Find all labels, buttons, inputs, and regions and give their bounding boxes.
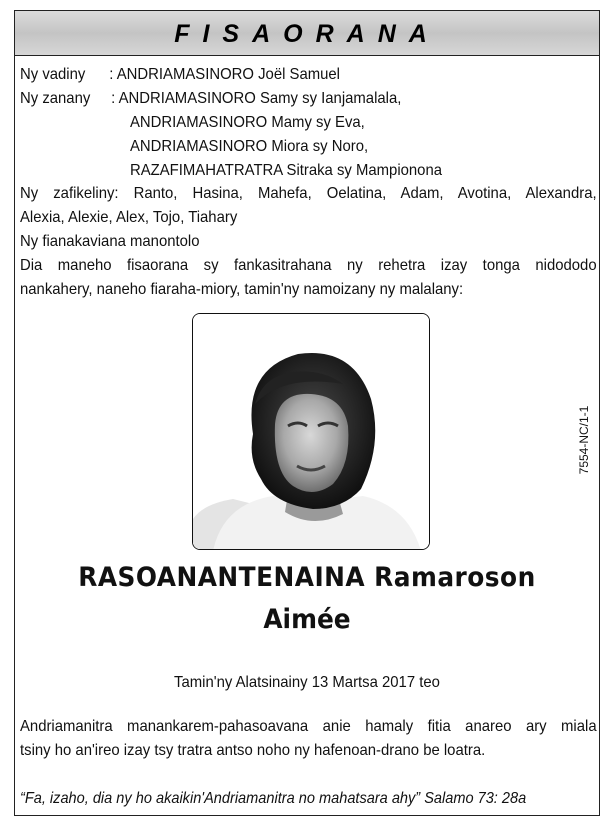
portrait-photo (192, 313, 430, 550)
zanany-line-4: RAZAFIMAHATRATRA Sitraka sy Mampionona (130, 162, 443, 179)
date-line: Tamin'ny Alatsinainy 13 Martsa 2017 teo (174, 674, 440, 691)
zanany-line-1: : ANDRIAMASINORO Samy sy Ianjamalala, (111, 90, 402, 107)
portrait-illustration (193, 314, 430, 550)
blessing-line-1: Andriamanitra manankarem-pahasoavana anie hamaly fitia anareo ary miala (20, 718, 597, 735)
vadiny-row (20, 64, 340, 86)
zanany-line-2: ANDRIAMASINORO Mamy sy Eva, (130, 114, 365, 131)
zanany-line-3: ANDRIAMASINORO Miora sy Noro, (130, 138, 369, 155)
intro-line-1: Dia maneho fisaorana sy fankasitrahana ny rehetra izay tonga nidododo (20, 257, 597, 274)
deceased-name-line-1: RASOANANTENAINA Ramaroson (78, 562, 536, 593)
fianakaviana-line: Ny fianakaviana manontolo (20, 233, 200, 250)
blessing-line-2: tsiny ho an'ireo izay tsy tratra antso noho ny hafenoan-drano be loatra. (20, 742, 486, 759)
intro-line-2: nankahery, naneho fiaraha-miory, tamin'ny namoizany ny malalany: (20, 281, 464, 298)
zafikeliny-line-1: Ny zafikeliny: Ranto, Hasina, Mahefa, Oelatina, Adam, Avotina, Alexandra, (20, 185, 597, 202)
vadiny-label: Ny vadiny (20, 66, 86, 83)
zanany-row (20, 88, 401, 110)
header-banner (14, 10, 600, 56)
reference-code: 7554-NC/1-1 (577, 405, 591, 475)
notice-title: FISAORANA (174, 20, 440, 48)
zafikeliny-line-2: Alexia, Alexie, Alex, Tojo, Tiahary (20, 209, 238, 226)
zanany-label: Ny zanany (20, 90, 91, 107)
deceased-name-line-2: Aimée (263, 604, 351, 635)
scripture-quote: “Fa, izaho, dia ny ho akaikin'Andriamanitra no mahatsara ahy” Salamo 73: 28a (20, 790, 527, 807)
vadiny-value: : ANDRIAMASINORO Joël Samuel (109, 66, 340, 83)
